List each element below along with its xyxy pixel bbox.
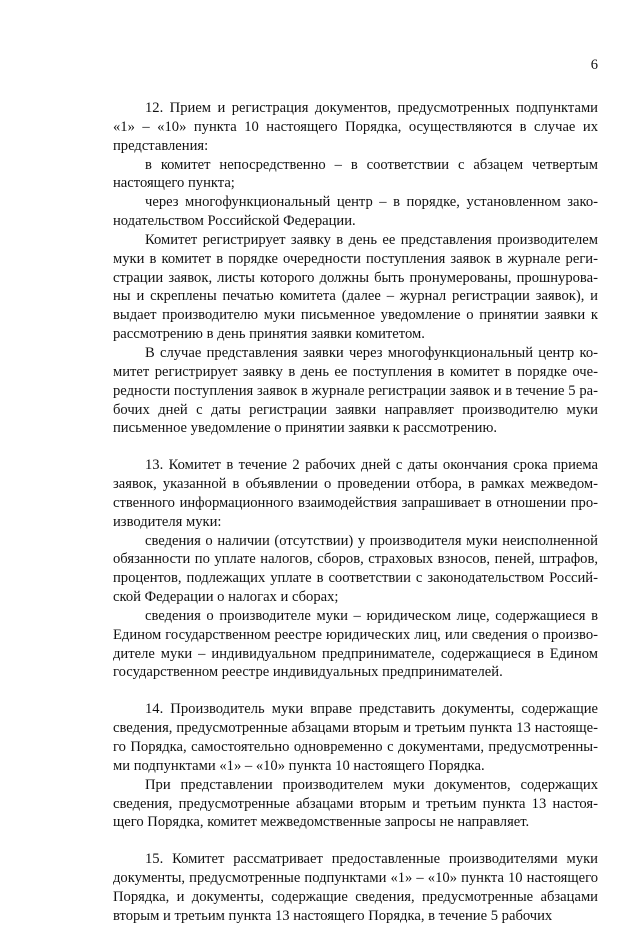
paragraph-13-item-taxes: сведения о наличии (отсутствии) у производителя муки неисполненной обязанности по уплате налогов, сборов, страховых взносов, пеней, штрафов, процентов, подлежащих уплате в соответствии с законодательством Российской Федерации о налогах и сборах; [113,532,598,606]
paragraph-13-item-registry: сведения о производителе муки – юридическом лице, содержащиеся в Едином государственном реестре юридических лиц, или сведения о производителе муки – индивидуальном предпринимателе, содержащиеся в Едином государственном реестре индивидуальных предпринимателей. [113,607,598,681]
paragraph-12: 12. Прием и регистрация документов, предусмотренных подпунктами «1» – «10» пункта 10 настоящего Порядка, осуществляются в случае их представления: [113,100,598,154]
paragraph-15: 15. Комитет рассматривает предоставленные производителями муки документы, предусмотренные подпунктами «1» – «10» пункта 10 настоящего Порядка, и документы, содержащие сведения, предусмотренные абзацами вторым и третьим пункта 13 настоящего Порядка, в течение 5 рабочих [113,851,598,924]
paragraph-14: 14. Производитель муки вправе представить документы, содержащие сведения, предусмотренные абзацами вторым и третьим пункта 13 настоящего Порядка, самостоятельно одновременно с документами, предусмотренными подпунктами «1» – «10» пункта 10 настоящего Порядка. [113,701,598,774]
paragraph-12-item-mfc: через многофункциональный центр – в порядке, установленном законодательством Российской Федерации. [113,194,598,230]
paragraph-12-mfc-registration: В случае представления заявки через многофункциональный центр комитет регистрирует заявку в день ее поступления в комитет в порядке очередности поступления заявок в журнале регистрации заявок и в течение 5 рабочих дней с даты регистрации заявки направляет производителю муки письменное уведомление о принятии заявки к рассмотрению. [113,344,598,437]
paragraph-12-registration: Комитет регистрирует заявку в день ее представления производителем муки в комитет в порядке очередности поступления заявок в журнале регистрации заявок, листы которого должны быть пронумерованы, прошнурованы и скреплены печатью комитета (далее – журнал регистрации заявок), и выдает производителю муки письменное уведомление о принятии заявки к рассмотрению в день принятия заявки комитетом. [113,231,598,343]
paragraph-14-no-requests: При представлении производителем муки документов, содержащих сведения, предусмотренные абзацами вторым и третьим пункта 13 настоящего Порядка, комитет межведомственные запросы не направляет. [113,776,598,831]
page-number: 6 [590,57,598,73]
document-body [113,99,598,926]
paragraph-13: 13. Комитет в течение 2 рабочих дней с даты окончания срока приема заявок, указанной в объявлении о проведении отбора, в рамках межведомственного информационного взаимодействия запрашивает в отношении производителя муки: [113,457,598,530]
paragraph-12-item-committee: в комитет непосредственно – в соответствии с абзацем четвертым настоящего пункта; [113,156,598,192]
